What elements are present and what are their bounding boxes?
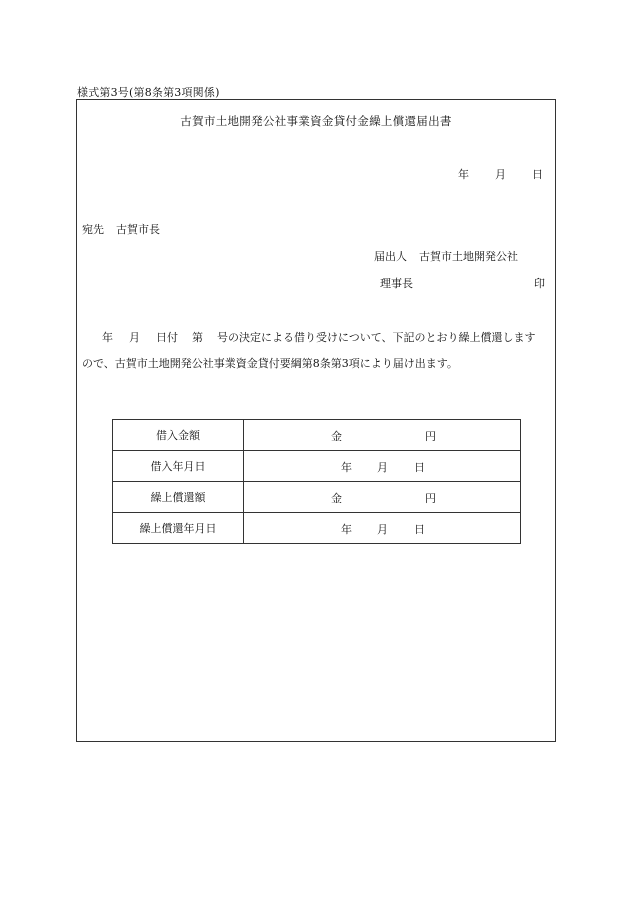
body-dai: 第 (192, 331, 203, 344)
table-row (113, 513, 521, 544)
amount-suffix: 円 (425, 430, 436, 443)
submission-date (458, 166, 543, 182)
table-row (113, 420, 521, 451)
body-month: 月 (129, 331, 140, 344)
table-row (113, 451, 521, 482)
addressee-label: 宛先 (82, 223, 104, 236)
form-number: 様式第3号(第8条第3項関係) (77, 86, 220, 99)
row-label: 繰上償還額 (113, 482, 244, 513)
document-title: 古賀市土地開発公社事業資金貸付金繰上償還届出書 (180, 114, 452, 128)
applicant-title: 理事長 (380, 277, 413, 290)
date-day: 日 (414, 461, 425, 474)
body-line2: ので、古賀市土地開発公社事業資金貸付要綱第8条第3項により届け出ます。 (82, 357, 458, 370)
borrowed-amount-cell[interactable] (244, 420, 521, 451)
body-year: 年 (102, 331, 113, 344)
date-month-label: 月 (495, 168, 506, 181)
applicant-label: 届出人 (374, 250, 407, 263)
amount-suffix: 円 (425, 492, 436, 505)
form-frame (76, 99, 556, 742)
date-month: 月 (377, 461, 388, 474)
date-year: 年 (341, 523, 352, 536)
repayment-date-cell[interactable] (244, 513, 521, 544)
repayment-amount-cell[interactable] (244, 482, 521, 513)
row-label: 借入金額 (113, 420, 244, 451)
date-year-label: 年 (458, 168, 469, 181)
amount-prefix: 金 (331, 430, 342, 443)
row-label: 繰上償還年月日 (113, 513, 244, 544)
body-day-ref: 日付 (156, 331, 178, 344)
amount-prefix: 金 (331, 492, 342, 505)
applicant (374, 248, 518, 264)
seal-mark: 印 (534, 277, 545, 290)
date-month: 月 (377, 523, 388, 536)
body-line1: 号の決定による借り受けについて、下記のとおり繰上償還します (217, 331, 536, 344)
date-day: 日 (414, 523, 425, 536)
table-row (113, 482, 521, 513)
addressee-name: 古賀市長 (116, 223, 160, 236)
addressee (82, 221, 160, 237)
applicant-name: 古賀市土地開発公社 (419, 250, 518, 263)
repayment-details-table (112, 419, 521, 544)
borrowed-date-cell[interactable] (244, 451, 521, 482)
date-year: 年 (341, 461, 352, 474)
body-text (82, 325, 548, 377)
row-label: 借入年月日 (113, 451, 244, 482)
date-day-label: 日 (532, 168, 543, 181)
